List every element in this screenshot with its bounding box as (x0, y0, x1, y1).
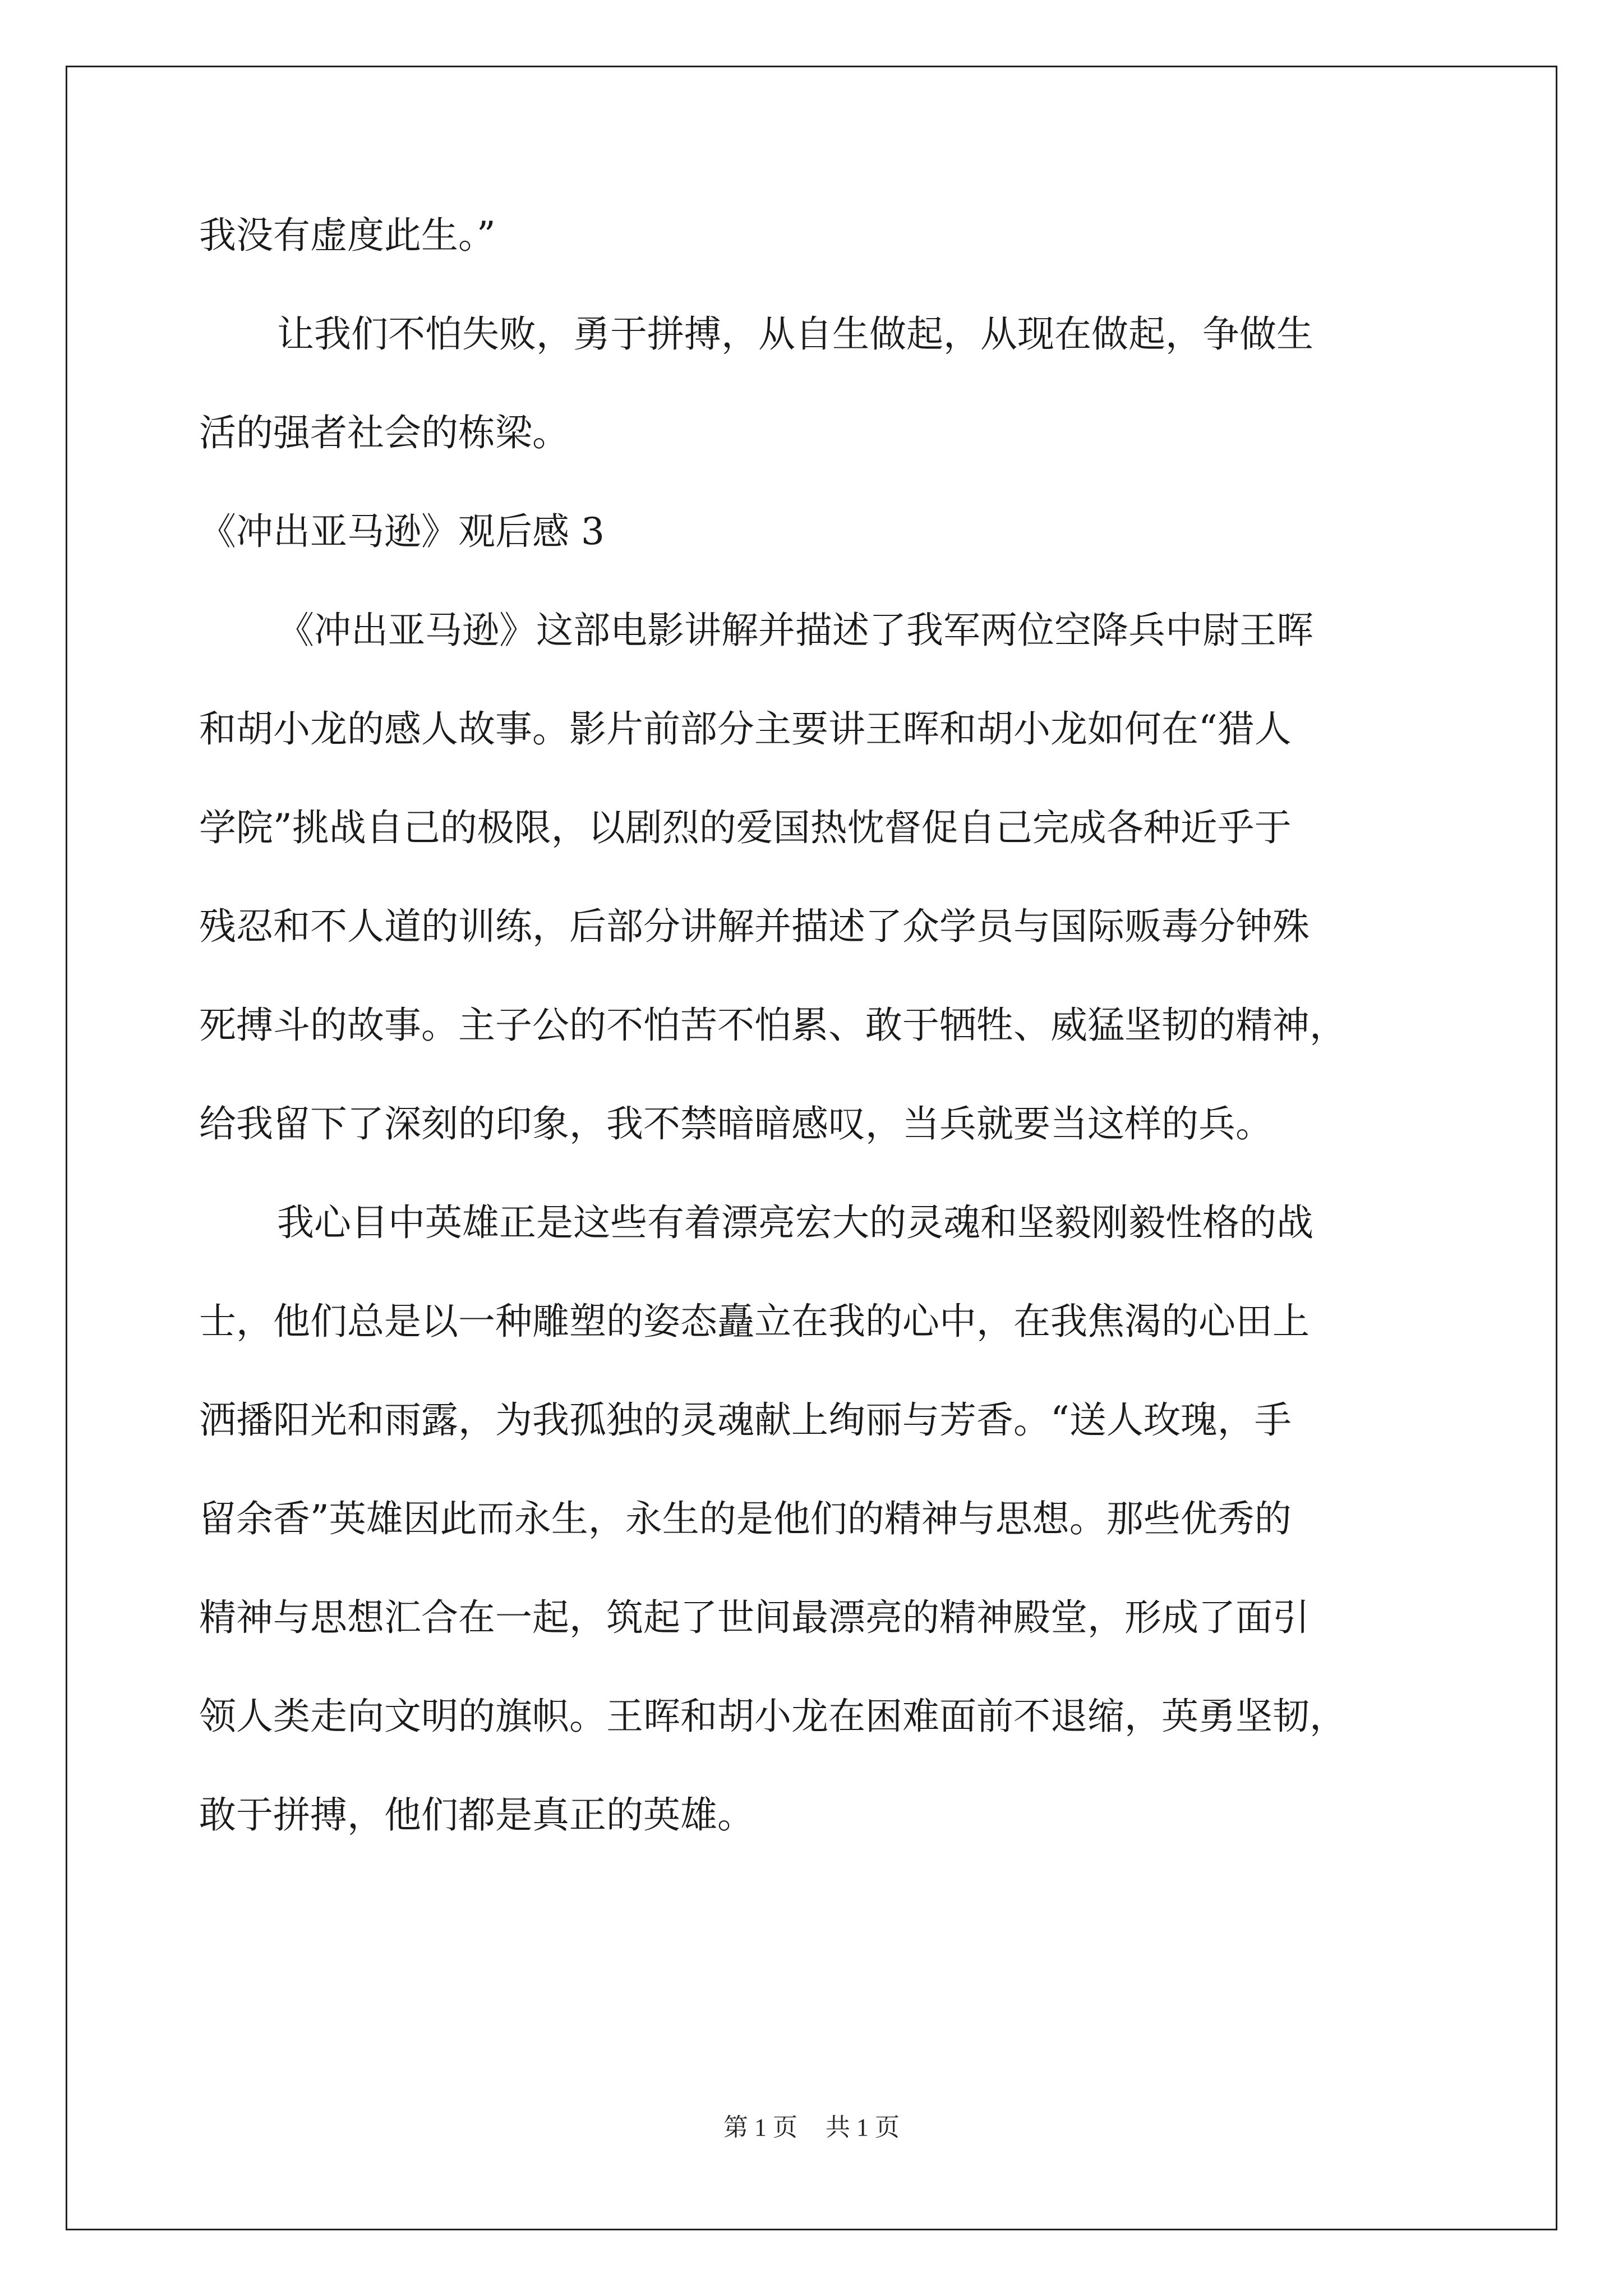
text-line: 我心目中英雄正是这些有着漂亮宏大的灵魂和坚毅刚毅性格的战 (277, 1201, 1313, 1244)
page-footer (0, 2111, 1623, 2145)
paragraph (199, 208, 1433, 264)
paragraph (199, 602, 1433, 1152)
text-line: 学院”挑战自己的极限，以剧烈的爱国热忱督促自己完成各种近乎于 (199, 806, 1292, 849)
text-line: 让我们不怕失败，勇于拼搏，从自生做起，从现在做起，争做生 (277, 312, 1313, 356)
text-line: 敢于拼搏，他们都是真正的英雄。 (199, 1793, 754, 1837)
page-number: 第 1 页 (723, 2114, 797, 2141)
paragraph (199, 1195, 1433, 1843)
text-line: 精神与思想汇合在一起，筑起了世间最漂亮的精神殿堂，形成了面引 (199, 1596, 1310, 1639)
section-heading (199, 504, 1433, 560)
text-line: 《冲出亚马逊》这部电影讲解并描述了我军两位空降兵中尉王晖 (277, 609, 1313, 652)
text-line: 领人类走向文明的旗帜。王晖和胡小龙在困难面前不退缩，英勇坚韧， (199, 1695, 1347, 1738)
document-body (199, 208, 1433, 1843)
heading-text: 《冲出亚马逊》观后感 3 (199, 510, 605, 553)
text-line: 留余香”英雄因此而永生，永生的是他们的精神与思想。那些优秀的 (199, 1497, 1292, 1540)
text-line: 活的强者社会的栋梁。 (199, 411, 569, 454)
text-line: 和胡小龙的感人故事。影片前部分主要讲王晖和胡小龙如何在“猎人 (199, 707, 1292, 751)
paragraph (199, 306, 1433, 461)
text-line: 洒播阳光和雨露，为我孤独的灵魂献上绚丽与芳香。“送人玫瑰，手 (199, 1398, 1292, 1442)
page-total: 共 1 页 (826, 2114, 900, 2141)
text-line: 士，他们总是以一种雕塑的姿态矗立在我的心中，在我焦渴的心田上 (199, 1300, 1310, 1343)
text-line: 我没有虚度此生。” (199, 214, 496, 257)
text-line: 死搏斗的故事。主子公的不怕苦不怕累、敢于牺牲、威猛坚韧的精神， (199, 1004, 1347, 1047)
text-line: 残忍和不人道的训练，后部分讲解并描述了众学员与国际贩毒分钟殊 (199, 905, 1310, 948)
text-line: 给我留下了深刻的印象，我不禁暗暗感叹，当兵就要当这样的兵。 (199, 1102, 1272, 1145)
